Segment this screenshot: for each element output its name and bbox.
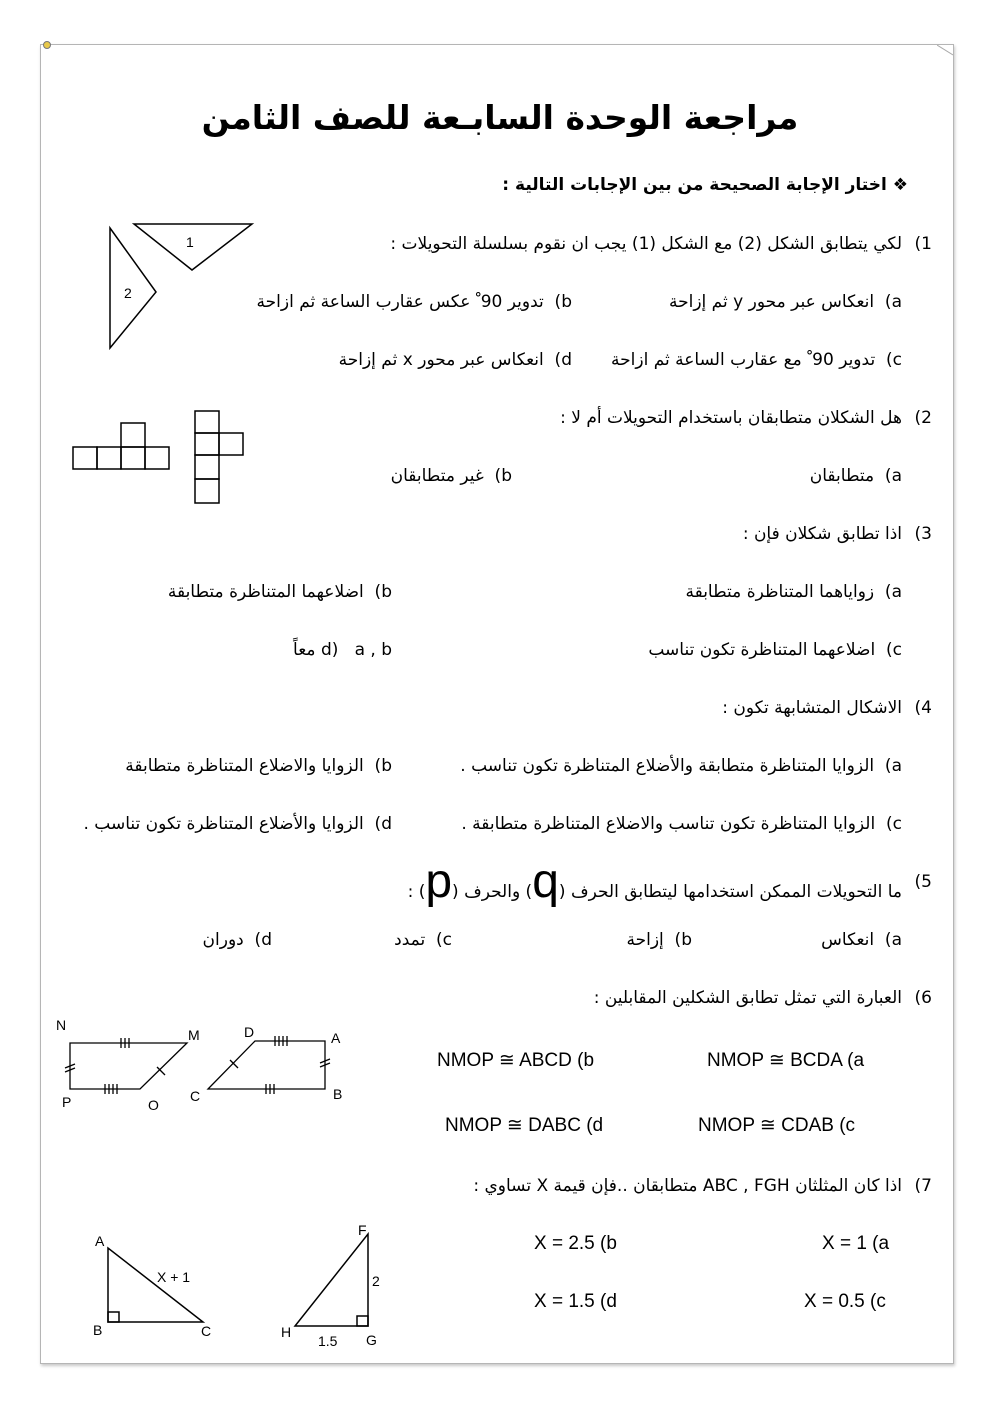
q1-text: لكي يتطابق الشكل (2) مع الشكل (1) يجب ان نقوم بسلسلة التحويلات : bbox=[390, 234, 902, 254]
figure-label-1: 1 bbox=[186, 234, 194, 250]
q4-number: 4) bbox=[914, 698, 932, 718]
letter-q: q bbox=[532, 855, 559, 908]
page-title: مراجعة الوحدة السابـعة للصف الثامن bbox=[201, 98, 799, 137]
page-curl-icon bbox=[937, 45, 953, 57]
q3-option-d[interactable]: d) a , b معاً bbox=[293, 640, 392, 660]
label-D: D bbox=[244, 1024, 255, 1040]
q5-option-c[interactable]: c) تمدد bbox=[394, 930, 452, 950]
label-H: H bbox=[281, 1324, 292, 1340]
label-2: 2 bbox=[372, 1273, 380, 1289]
label-P: P bbox=[62, 1094, 72, 1110]
q4-option-a[interactable]: a) الزوايا المتناظرة متطابقة والأضلاع المتناظرة تكون تناسب . bbox=[460, 756, 902, 776]
label-C: C bbox=[190, 1088, 201, 1104]
label-G: G bbox=[366, 1332, 377, 1348]
instruction bbox=[502, 174, 908, 196]
q6-option-b[interactable]: NMOP ≅ ABCD (b bbox=[437, 1050, 595, 1071]
q5-text: ما التحويلات الممكن استخدامها ليتطابق الحرف (q) والحرف (p) : bbox=[407, 855, 902, 908]
q7-text: اذا كان المثلثان ABC , FGH متطابقان ..فإن قيمة X تساوي : bbox=[473, 1176, 902, 1196]
label-B7: B bbox=[93, 1322, 103, 1338]
q1-option-b[interactable]: b) تدوير 90 ْ عكس عقارب الساعة ثم ازاحة bbox=[256, 292, 572, 312]
q6-text: العبارة التي تمثل تطابق الشكلين المقابلين : bbox=[593, 988, 902, 1008]
q3-number: 3) bbox=[914, 524, 932, 544]
q6-option-a[interactable]: NMOP ≅ BCDA (a bbox=[707, 1050, 865, 1071]
letter-p: p bbox=[425, 855, 453, 908]
q1-figure-triangles bbox=[100, 220, 260, 355]
pin-icon bbox=[42, 40, 52, 50]
q7-option-b[interactable]: X = 2.5 (b bbox=[534, 1233, 617, 1254]
q1-option-c[interactable]: c) تدوير 90 ْ مع عقارب الساعة ثم ازاحة bbox=[611, 350, 902, 370]
q5-option-a[interactable]: a) انعكاس bbox=[821, 930, 902, 950]
q3-text: اذا تطابق شكلان فإن : bbox=[742, 524, 902, 544]
label-X-plus-1: X + 1 bbox=[157, 1269, 191, 1285]
q4-option-b[interactable]: b) الزوايا والاضلاع المتناظرة متطابقة bbox=[125, 756, 392, 776]
q1-option-d[interactable]: d) انعكاس عبر محور x ثم إزاحة bbox=[338, 350, 572, 370]
q2-figure-squares bbox=[70, 405, 250, 505]
label-N: N bbox=[56, 1017, 67, 1033]
q3-option-c[interactable]: c) اضلاعهما المتناظرة تكون تناسب bbox=[648, 640, 902, 660]
q2-text: هل الشكلان متطابقان باستخدام التحويلات أم لا : bbox=[560, 408, 902, 428]
q4-option-d[interactable]: d) الزوايا والأضلاع المتناظرة تكون تناسب . bbox=[83, 814, 392, 834]
instruction-text: اختار الإجابة الصحيحة من بين الإجابات التالية : bbox=[502, 175, 887, 195]
q2-option-a[interactable]: a) متطابقان bbox=[809, 466, 902, 486]
q7-number: 7) bbox=[914, 1176, 932, 1196]
q6-figure-parallelograms bbox=[50, 1015, 360, 1120]
q3-option-a[interactable]: a) زواياهما المتناظرة متطابقة bbox=[685, 582, 902, 602]
q7-option-d[interactable]: X = 1.5 (d bbox=[534, 1291, 617, 1312]
q5-option-d[interactable]: d) دوران bbox=[202, 930, 272, 950]
label-O: O bbox=[148, 1097, 159, 1113]
label-1-5: 1.5 bbox=[318, 1333, 338, 1349]
q4-text: الاشكال المتشابهة تكون : bbox=[722, 698, 902, 718]
q6-number: 6) bbox=[914, 988, 932, 1008]
q5-option-b[interactable]: b) إزاحة bbox=[626, 930, 692, 950]
label-C7: C bbox=[201, 1323, 212, 1339]
q2-number: 2) bbox=[914, 408, 932, 428]
q7-figure-triangles bbox=[85, 1220, 395, 1350]
label-A7: A bbox=[95, 1233, 105, 1249]
label-A: A bbox=[331, 1030, 341, 1046]
label-B: B bbox=[333, 1086, 343, 1102]
q6-option-c[interactable]: NMOP ≅ CDAB (c bbox=[698, 1115, 856, 1136]
q2-option-b[interactable]: b) غير متطابقان bbox=[390, 466, 512, 486]
q7-option-c[interactable]: X = 0.5 (c bbox=[804, 1291, 886, 1312]
q6-option-d[interactable]: NMOP ≅ DABC (d bbox=[445, 1115, 604, 1136]
q7-option-a[interactable]: X = 1 (a bbox=[822, 1233, 890, 1254]
q5-number: 5) bbox=[914, 872, 932, 892]
bullet-icon: ❖ bbox=[892, 175, 908, 195]
figure-label-2: 2 bbox=[124, 285, 132, 301]
q3-option-b[interactable]: b) اضلاعهما المتناظرة متطابقة bbox=[167, 582, 392, 602]
q1-number: 1) bbox=[914, 234, 932, 254]
q4-option-c[interactable]: c) الزوايا المتناظرة تكون تناسب والاضلاع المتناظرة متطابقة . bbox=[461, 814, 902, 834]
label-F: F bbox=[358, 1222, 367, 1238]
label-M: M bbox=[188, 1027, 200, 1043]
q1-option-a[interactable]: a) انعكاس عبر محور y ثم إزاحة bbox=[669, 292, 902, 312]
